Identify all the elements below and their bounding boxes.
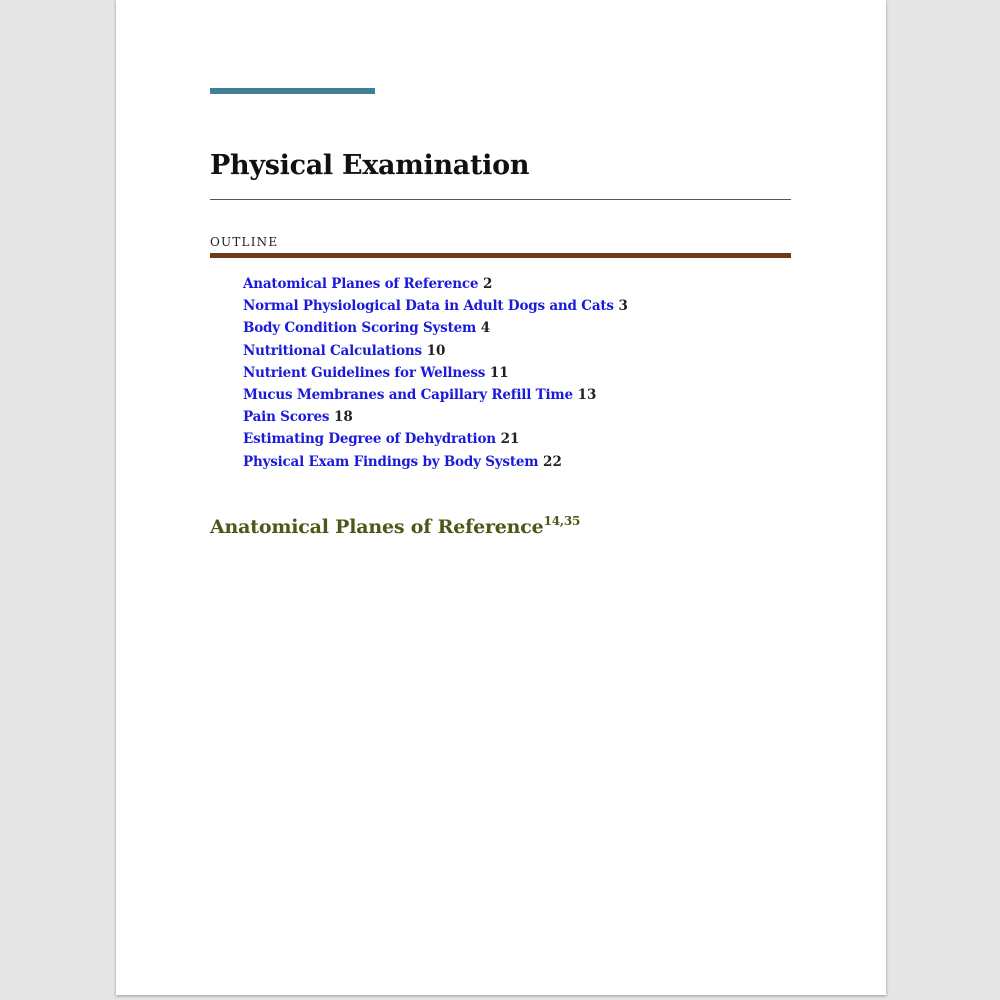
page-number: 22 — [543, 453, 562, 470]
outline-divider — [210, 253, 791, 258]
outline-list — [243, 276, 628, 476]
page-number: 18 — [333, 409, 353, 426]
outline-item — [243, 298, 628, 320]
outline-item — [243, 431, 628, 453]
outline-link[interactable]: Pain Scores — [243, 409, 330, 426]
outline-item — [243, 365, 628, 387]
outline-item — [243, 409, 628, 431]
outline-link[interactable]: Estimating Degree of Dehydration — [243, 431, 496, 448]
outline-item — [243, 454, 628, 476]
page-number: 10 — [426, 342, 446, 359]
outline-link[interactable]: Normal Physiological Data in Adult Dogs and Cats — [243, 298, 614, 315]
title-divider — [210, 199, 791, 200]
section-heading-text: Anatomical Planes of Reference — [210, 516, 544, 538]
reference-superscript: 14,35 — [543, 514, 581, 528]
outline-link[interactable]: Physical Exam Findings by Body System — [243, 453, 539, 470]
page-number: 13 — [577, 386, 597, 403]
outline-item — [243, 320, 628, 342]
page-number: 3 — [618, 298, 628, 315]
outline-link[interactable]: Anatomical Planes of Reference — [243, 276, 479, 292]
outline-link[interactable]: Body Condition Scoring System — [243, 320, 477, 337]
chapter-title: Physical Examination — [210, 150, 530, 181]
page-number: 2 — [482, 276, 493, 292]
outline-item — [243, 343, 628, 365]
outline-link[interactable]: Nutritional Calculations — [243, 342, 422, 359]
outline-label: OUTLINE — [210, 235, 279, 249]
section-heading — [210, 516, 580, 538]
page-number: 4 — [480, 320, 491, 337]
document-page — [116, 0, 886, 995]
outline-link[interactable]: Nutrient Guidelines for Wellness — [243, 364, 486, 381]
page-number: 11 — [489, 364, 509, 381]
outline-link[interactable]: Mucus Membranes and Capillary Refill Time — [243, 386, 573, 403]
outline-item — [243, 387, 628, 409]
accent-bar — [210, 88, 375, 94]
page-number: 21 — [500, 431, 520, 448]
outline-item — [243, 276, 628, 298]
